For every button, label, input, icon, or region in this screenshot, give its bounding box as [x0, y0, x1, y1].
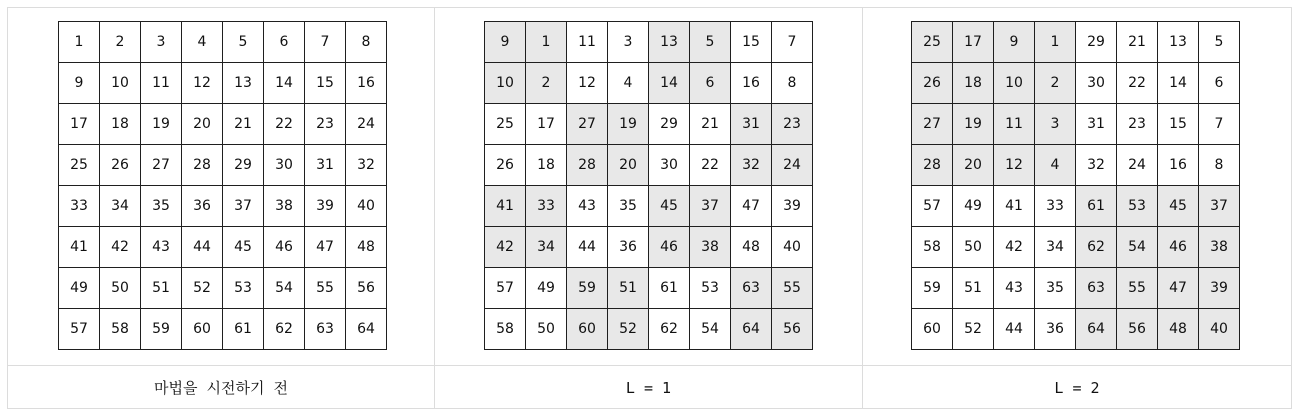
grid-cell: 36 — [182, 186, 223, 227]
grid-cell: 49 — [59, 268, 100, 309]
grid-cell: 48 — [1158, 309, 1199, 350]
grid-level-1 — [484, 21, 813, 350]
grid-cell: 18 — [953, 63, 994, 104]
grid-cell: 53 — [223, 268, 264, 309]
grid-cell: 28 — [912, 145, 953, 186]
grid-cell: 5 — [1199, 22, 1240, 63]
grid-cell: 49 — [526, 268, 567, 309]
grid-cell: 35 — [608, 186, 649, 227]
grid-cell: 45 — [223, 227, 264, 268]
grid-cell: 22 — [1117, 63, 1158, 104]
grid-cell: 41 — [994, 186, 1035, 227]
grid-cell: 32 — [1076, 145, 1117, 186]
grid-cell: 11 — [141, 63, 182, 104]
grid-cell: 55 — [1117, 268, 1158, 309]
grid-cell: 25 — [59, 145, 100, 186]
grid-cell: 48 — [731, 227, 772, 268]
grid-cell: 41 — [485, 186, 526, 227]
grid-cell: 16 — [346, 63, 387, 104]
grid-cell: 6 — [1199, 63, 1240, 104]
grid-cell: 21 — [1117, 22, 1158, 63]
grid-cell: 26 — [912, 63, 953, 104]
grid-cell: 2 — [526, 63, 567, 104]
grid-cell: 14 — [1158, 63, 1199, 104]
grid-cell: 35 — [141, 186, 182, 227]
grid-cell: 2 — [1035, 63, 1076, 104]
grid-cell: 28 — [567, 145, 608, 186]
grid-cell: 7 — [1199, 104, 1240, 145]
grid-cell: 44 — [182, 227, 223, 268]
grid-cell: 51 — [953, 268, 994, 309]
grid-cell: 47 — [1158, 268, 1199, 309]
grid-cell: 37 — [223, 186, 264, 227]
grid-cell: 43 — [567, 186, 608, 227]
grid-cell: 11 — [994, 104, 1035, 145]
grid-cell: 15 — [731, 22, 772, 63]
grid-cell: 22 — [264, 104, 305, 145]
grid-cell: 38 — [690, 227, 731, 268]
grid-cell: 13 — [1158, 22, 1199, 63]
grid-cell: 5 — [223, 22, 264, 63]
grid-cell: 8 — [346, 22, 387, 63]
panel-divider — [862, 7, 863, 409]
grid-cell: 26 — [100, 145, 141, 186]
grid-cell: 55 — [305, 268, 346, 309]
caption-before-magic: 마법을 시전하기 전 — [154, 379, 288, 397]
grid-cell: 18 — [100, 104, 141, 145]
grid-cell: 41 — [59, 227, 100, 268]
grid-cell: 17 — [953, 22, 994, 63]
grid-cell: 60 — [912, 309, 953, 350]
grid-cell: 30 — [264, 145, 305, 186]
grid-cell: 47 — [731, 186, 772, 227]
grid-cell: 46 — [1158, 227, 1199, 268]
grid-cell: 40 — [1199, 309, 1240, 350]
grid-cell: 4 — [1035, 145, 1076, 186]
grid-cell: 19 — [141, 104, 182, 145]
grid-cell: 23 — [772, 104, 813, 145]
grid-cell: 45 — [649, 186, 690, 227]
grid-cell: 51 — [141, 268, 182, 309]
grid-cell: 9 — [994, 22, 1035, 63]
grid-cell: 59 — [141, 309, 182, 350]
grid-cell: 62 — [649, 309, 690, 350]
grid-cell: 62 — [264, 309, 305, 350]
grid-cell: 34 — [1035, 227, 1076, 268]
grid-cell: 24 — [1117, 145, 1158, 186]
grid-cell: 50 — [100, 268, 141, 309]
grid-cell: 44 — [567, 227, 608, 268]
grid-cell: 32 — [731, 145, 772, 186]
grid-cell: 46 — [264, 227, 305, 268]
grid-cell: 56 — [346, 268, 387, 309]
grid-cell: 27 — [912, 104, 953, 145]
grid-cell: 36 — [1035, 309, 1076, 350]
grid-cell: 57 — [485, 268, 526, 309]
grid-cell: 42 — [100, 227, 141, 268]
grid-cell: 31 — [731, 104, 772, 145]
grid-cell: 9 — [485, 22, 526, 63]
grid-cell: 60 — [567, 309, 608, 350]
grid-cell: 1 — [1035, 22, 1076, 63]
grid-cell: 49 — [953, 186, 994, 227]
grid-cell: 7 — [772, 22, 813, 63]
grid-cell: 13 — [649, 22, 690, 63]
grid-cell: 63 — [1076, 268, 1117, 309]
grid-cell: 23 — [1117, 104, 1158, 145]
grid-cell: 48 — [346, 227, 387, 268]
grid-cell: 56 — [772, 309, 813, 350]
grid-cell: 58 — [485, 309, 526, 350]
grid-cell: 61 — [649, 268, 690, 309]
grid-cell: 45 — [1158, 186, 1199, 227]
grid-cell: 4 — [182, 22, 223, 63]
grid-cell: 20 — [953, 145, 994, 186]
grid-cell: 54 — [264, 268, 305, 309]
grid-cell: 47 — [305, 227, 346, 268]
grid-cell: 26 — [485, 145, 526, 186]
grid-cell: 12 — [182, 63, 223, 104]
grid-cell: 15 — [1158, 104, 1199, 145]
grid-cell: 19 — [953, 104, 994, 145]
grid-cell: 12 — [567, 63, 608, 104]
grid-cell: 54 — [1117, 227, 1158, 268]
grid-cell: 3 — [141, 22, 182, 63]
grid-cell: 64 — [346, 309, 387, 350]
grid-cell: 59 — [912, 268, 953, 309]
panel-divider — [434, 7, 435, 409]
grid-cell: 53 — [690, 268, 731, 309]
grid-cell: 29 — [649, 104, 690, 145]
grid-cell: 10 — [485, 63, 526, 104]
grid-cell: 35 — [1035, 268, 1076, 309]
caption-level-2: L = 2 — [1054, 378, 1100, 397]
grid-cell: 40 — [346, 186, 387, 227]
grid-cell: 43 — [141, 227, 182, 268]
grid-cell: 30 — [1076, 63, 1117, 104]
grid-cell: 62 — [1076, 227, 1117, 268]
grid-cell: 58 — [100, 309, 141, 350]
grid-cell: 51 — [608, 268, 649, 309]
grid-cell: 14 — [264, 63, 305, 104]
grid-cell: 18 — [526, 145, 567, 186]
grid-cell: 34 — [100, 186, 141, 227]
grid-cell: 39 — [305, 186, 346, 227]
grid-cell: 34 — [526, 227, 567, 268]
grid-cell: 32 — [346, 145, 387, 186]
grid-cell: 16 — [1158, 145, 1199, 186]
grid-cell: 17 — [526, 104, 567, 145]
grid-cell: 64 — [1076, 309, 1117, 350]
grid-cell: 40 — [772, 227, 813, 268]
grid-cell: 39 — [772, 186, 813, 227]
grid-cell: 61 — [223, 309, 264, 350]
grid-cell: 27 — [567, 104, 608, 145]
grid-cell: 64 — [731, 309, 772, 350]
grid-cell: 22 — [690, 145, 731, 186]
grid-cell: 63 — [731, 268, 772, 309]
grid-cell: 27 — [141, 145, 182, 186]
grid-cell: 11 — [567, 22, 608, 63]
grid-cell: 33 — [1035, 186, 1076, 227]
grid-cell: 3 — [608, 22, 649, 63]
grid-cell: 7 — [305, 22, 346, 63]
grid-cell: 61 — [1076, 186, 1117, 227]
caption-level-1: L = 1 — [625, 378, 672, 397]
grid-cell: 39 — [1199, 268, 1240, 309]
grid-cell: 42 — [485, 227, 526, 268]
grid-cell: 25 — [485, 104, 526, 145]
grid-cell: 25 — [912, 22, 953, 63]
grid-cell: 42 — [994, 227, 1035, 268]
grid-cell: 33 — [59, 186, 100, 227]
grid-cell: 17 — [59, 104, 100, 145]
grid-cell: 4 — [608, 63, 649, 104]
grid-cell: 31 — [305, 145, 346, 186]
grid-cell: 31 — [1076, 104, 1117, 145]
grid-cell: 9 — [59, 63, 100, 104]
grid-cell: 57 — [912, 186, 953, 227]
grid-cell: 52 — [608, 309, 649, 350]
grid-cell: 15 — [305, 63, 346, 104]
grid-cell: 2 — [100, 22, 141, 63]
grid-cell: 19 — [608, 104, 649, 145]
grid-cell: 28 — [182, 145, 223, 186]
grid-cell: 21 — [223, 104, 264, 145]
grid-cell: 12 — [994, 145, 1035, 186]
grid-cell: 13 — [223, 63, 264, 104]
grid-cell: 57 — [59, 309, 100, 350]
grid-cell: 24 — [346, 104, 387, 145]
grid-cell: 20 — [608, 145, 649, 186]
grid-cell: 38 — [264, 186, 305, 227]
grid-cell: 50 — [953, 227, 994, 268]
grid-cell: 29 — [223, 145, 264, 186]
grid-cell: 5 — [690, 22, 731, 63]
grid-cell: 60 — [182, 309, 223, 350]
grid-cell: 14 — [649, 63, 690, 104]
grid-cell: 37 — [690, 186, 731, 227]
grid-cell: 52 — [182, 268, 223, 309]
grid-cell: 8 — [1199, 145, 1240, 186]
grid-cell: 21 — [690, 104, 731, 145]
grid-cell: 33 — [526, 186, 567, 227]
grid-cell: 30 — [649, 145, 690, 186]
grid-cell: 53 — [1117, 186, 1158, 227]
grid-cell: 10 — [100, 63, 141, 104]
grid-cell: 38 — [1199, 227, 1240, 268]
grid-cell: 46 — [649, 227, 690, 268]
grid-cell: 16 — [731, 63, 772, 104]
grid-cell: 10 — [994, 63, 1035, 104]
grid-cell: 1 — [59, 22, 100, 63]
grid-cell: 44 — [994, 309, 1035, 350]
grid-cell: 63 — [305, 309, 346, 350]
grid-cell: 54 — [690, 309, 731, 350]
grid-cell: 52 — [953, 309, 994, 350]
grid-cell: 6 — [690, 63, 731, 104]
grid-level-2 — [911, 21, 1240, 350]
grid-cell: 24 — [772, 145, 813, 186]
grid-cell: 20 — [182, 104, 223, 145]
grid-cell: 50 — [526, 309, 567, 350]
grid-cell: 37 — [1199, 186, 1240, 227]
grid-cell: 23 — [305, 104, 346, 145]
grid-cell: 56 — [1117, 309, 1158, 350]
grid-cell: 43 — [994, 268, 1035, 309]
grid-cell: 29 — [1076, 22, 1117, 63]
grid-cell: 6 — [264, 22, 305, 63]
grid-cell: 55 — [772, 268, 813, 309]
grid-cell: 8 — [772, 63, 813, 104]
grid-before-magic — [58, 21, 387, 350]
grid-cell: 36 — [608, 227, 649, 268]
grid-cell: 59 — [567, 268, 608, 309]
grid-cell: 58 — [912, 227, 953, 268]
grid-cell: 3 — [1035, 104, 1076, 145]
grid-cell: 1 — [526, 22, 567, 63]
